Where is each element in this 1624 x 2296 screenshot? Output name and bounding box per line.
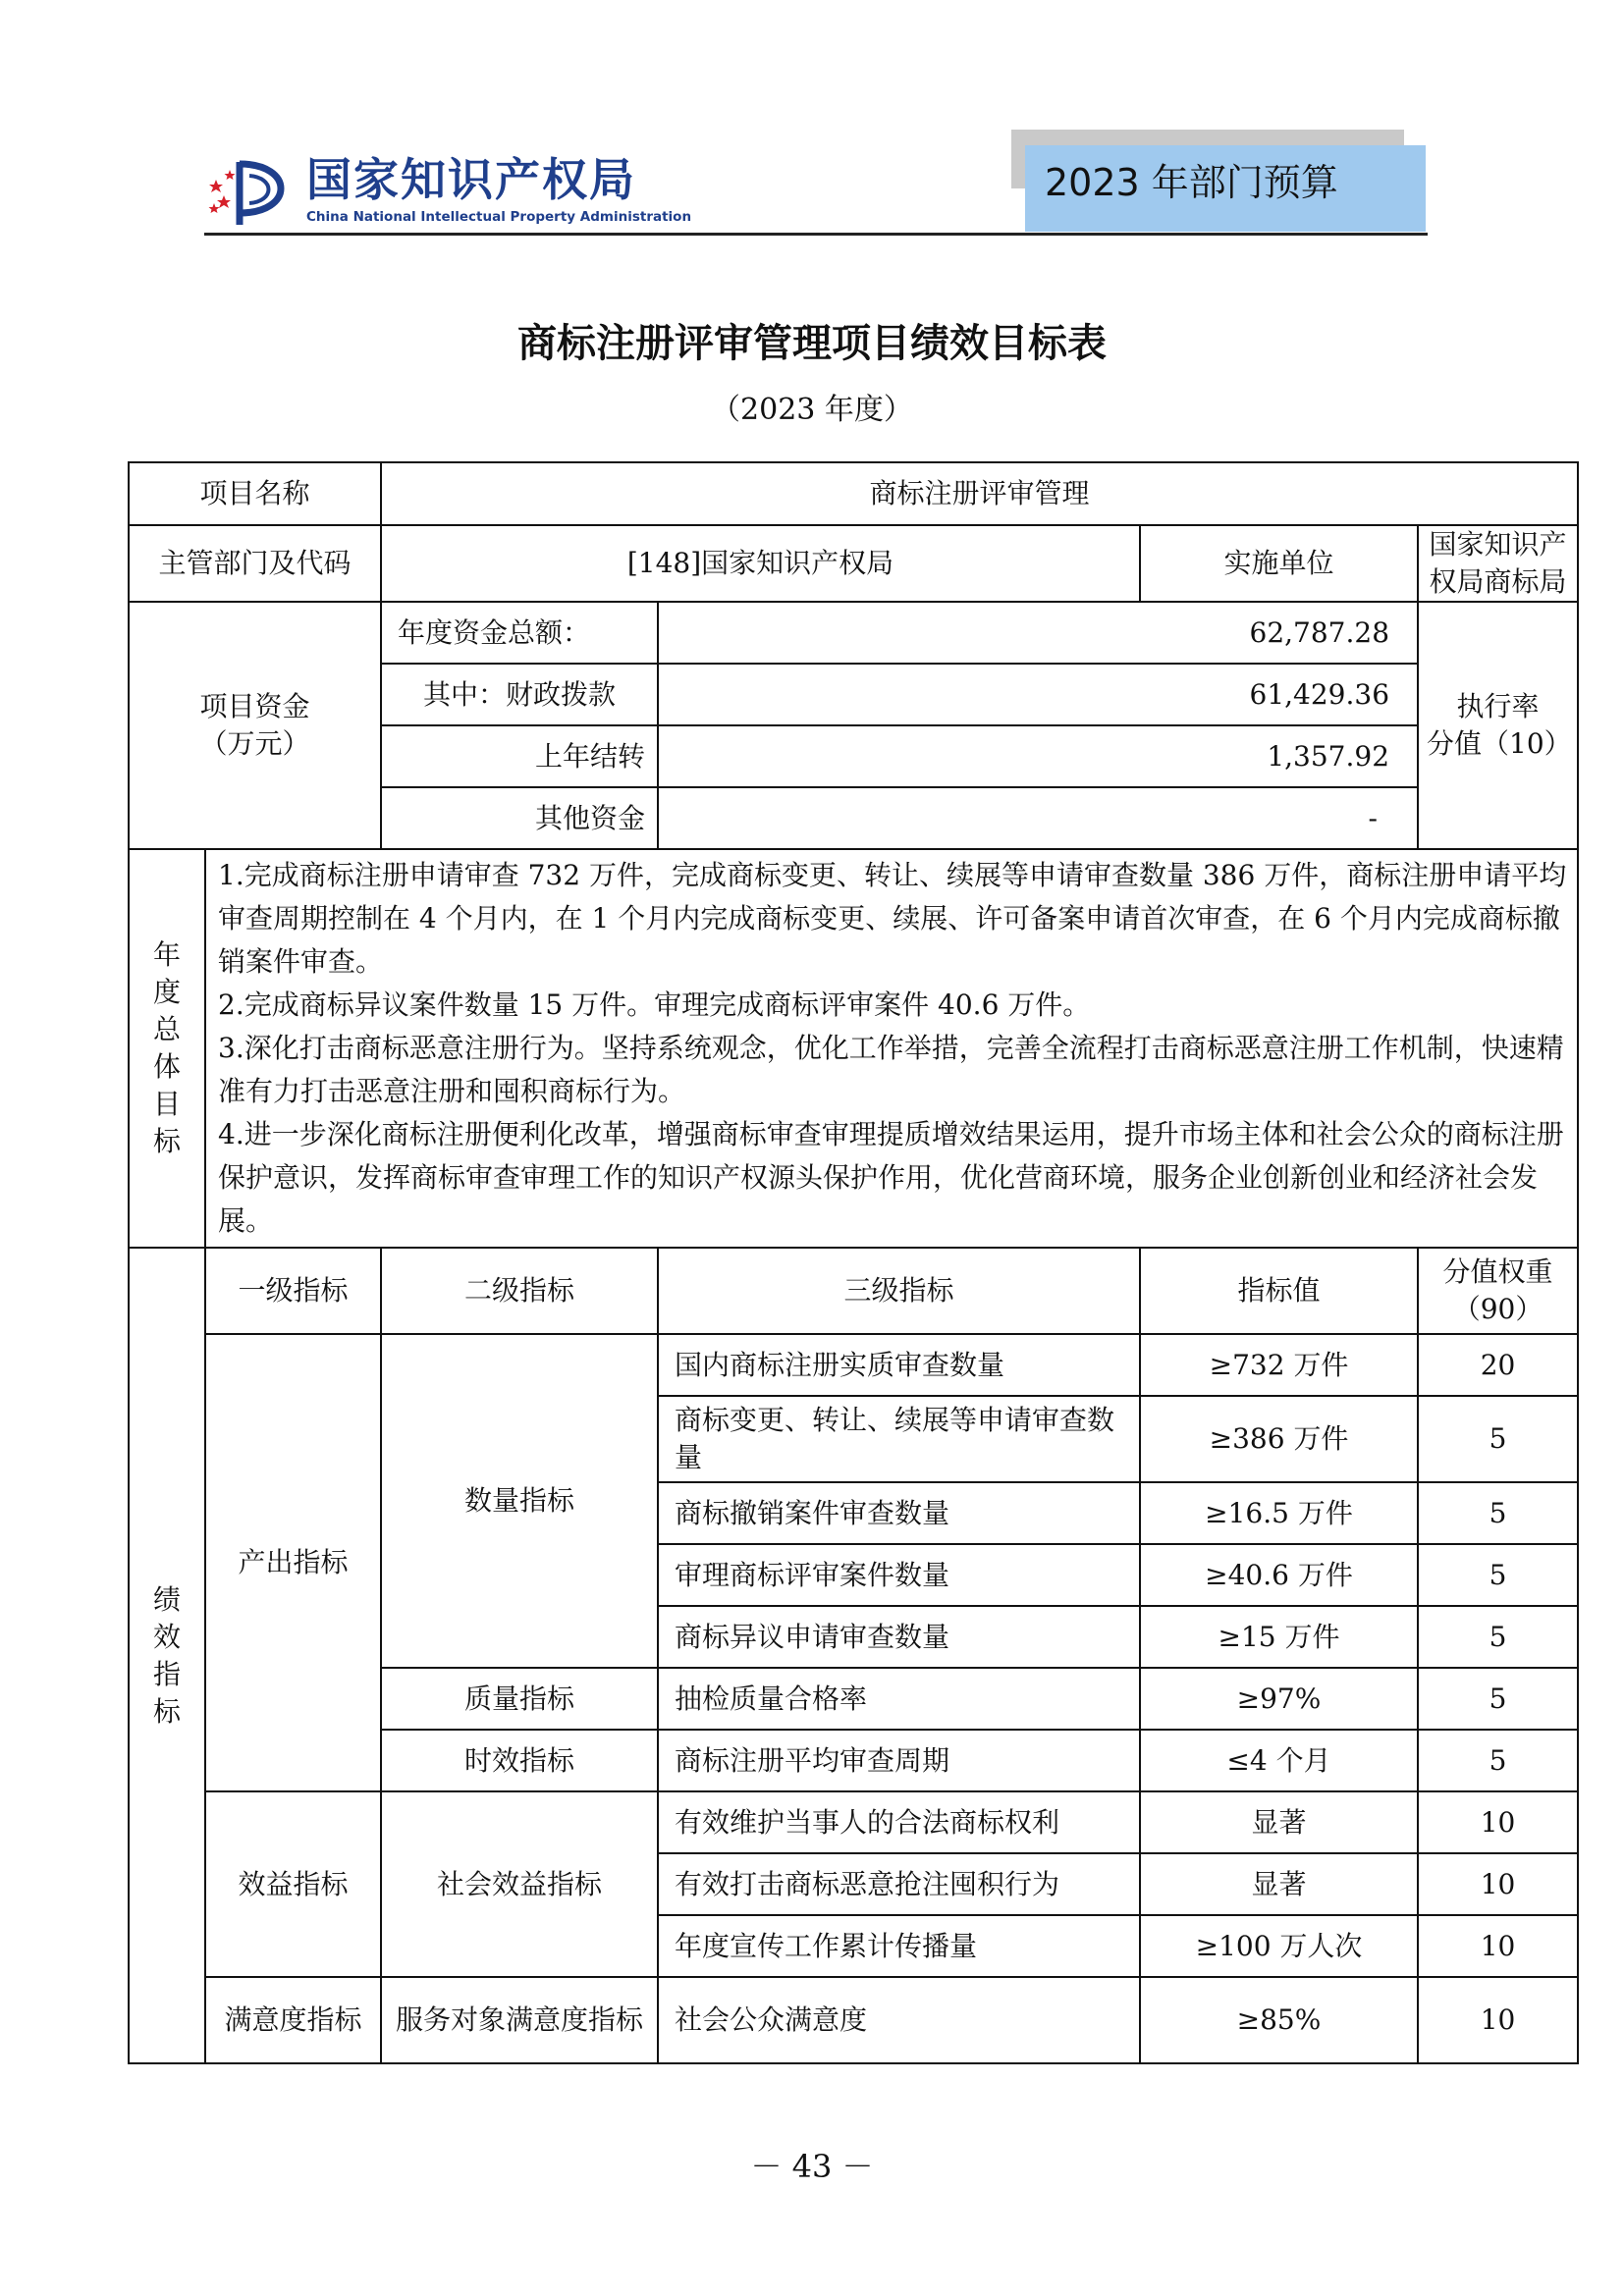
- indicator-weight: 5: [1418, 1668, 1578, 1730]
- impl-label: 实施单位: [1140, 525, 1418, 602]
- indicator-name: 审理商标评审案件数量: [658, 1544, 1140, 1606]
- indicator-weight: 10: [1418, 1853, 1578, 1915]
- group-benefit: 效益指标: [205, 1791, 381, 1977]
- indicator-name: 商标撤销案件审查数量: [658, 1482, 1140, 1544]
- performance-target-table: [128, 461, 1579, 2064]
- indicator-value: ≥15 万件: [1140, 1606, 1418, 1668]
- indicator-value: ≥40.6 万件: [1140, 1544, 1418, 1606]
- indicator-name: 有效打击商标恶意抢注囤积行为: [658, 1853, 1140, 1915]
- funds-item-value: -: [658, 787, 1418, 849]
- funds-item-value: 61,429.36: [658, 664, 1418, 725]
- goal-item: 4.进一步深化商标注册便利化改革，增强商标审查审理提质增效结果运用，提升市场主体和社会公众的商标注册保护意识，发挥商标审查审理工作的知识产权源头保护作用，优化营商环境，服务企业创新创业和经济社会发展。: [218, 1118, 1564, 1237]
- indicator-weight: 5: [1418, 1730, 1578, 1791]
- group-social-benefit: 社会效益指标: [381, 1791, 658, 1977]
- indicator-weight: 20: [1418, 1334, 1578, 1396]
- group-output: 产出指标: [205, 1334, 381, 1791]
- exec-rate-line2: 分值（10）: [1427, 727, 1572, 760]
- indicator-weight: 10: [1418, 1791, 1578, 1853]
- indicator-value: ≥100 万人次: [1140, 1915, 1418, 1977]
- funds-item-label: 年度资金总额：: [381, 602, 658, 664]
- header-level1: 一级指标: [205, 1248, 381, 1334]
- dept-label: 主管部门及代码: [129, 525, 381, 602]
- indicator-value: ≥97%: [1140, 1668, 1418, 1730]
- annual-goals: [205, 849, 1578, 1248]
- indicator-value: 显著: [1140, 1791, 1418, 1853]
- indicator-weight: 5: [1418, 1396, 1578, 1482]
- indicator-name: 社会公众满意度: [658, 1977, 1140, 2063]
- page-number: － 43 －: [750, 2148, 874, 2185]
- indicator-name: 国内商标注册实质审查数量: [658, 1334, 1140, 1396]
- header-level3: 三级指标: [658, 1248, 1140, 1334]
- indicator-name: 商标注册平均审查周期: [658, 1730, 1140, 1791]
- indicator-value: ≥85%: [1140, 1977, 1418, 2063]
- indicator-weight: 10: [1418, 1915, 1578, 1977]
- goal-item: 3.深化打击商标恶意注册行为。坚持系统观念，优化工作举措，完善全流程打击商标恶意注册工作机制，快速精准有力打击恶意注册和囤积商标行为。: [218, 1032, 1564, 1107]
- exec-rate-line1: 执行率: [1456, 690, 1540, 722]
- goal-item: 2.完成商标异议案件数量 15 万件。审理完成商标评审案件 40.6 万件。: [218, 988, 1091, 1021]
- indicator-name: 有效维护当事人的合法商标权利: [658, 1791, 1140, 1853]
- document-subtitle: （2023 年度）: [711, 393, 913, 427]
- project-name-label: 项目名称: [129, 462, 381, 525]
- funds-item-value: 62,787.28: [658, 602, 1418, 664]
- indicator-weight: 5: [1418, 1544, 1578, 1606]
- funds-label: [129, 602, 381, 849]
- document-title: 商标注册评审管理项目绩效目标表: [517, 321, 1107, 366]
- indicator-weight: 5: [1418, 1482, 1578, 1544]
- perf-indicator-label: 绩 效 指 标: [129, 1248, 205, 2063]
- budget-badge-text: 2023 年部门预算: [1045, 161, 1338, 204]
- dept-value: [148]国家知识产权局: [381, 525, 1140, 602]
- exec-rate-cell: [1418, 602, 1578, 849]
- header-value: 指标值: [1140, 1248, 1418, 1334]
- indicator-name: 商标异议申请审查数量: [658, 1606, 1140, 1668]
- group-quantity: 数量指标: [381, 1334, 658, 1668]
- header-divider: [204, 233, 1428, 236]
- group-service-satisfaction: 服务对象满意度指标: [381, 1977, 658, 2063]
- indicator-name: 年度宣传工作累计传播量: [658, 1915, 1140, 1977]
- funds-item-label: 上年结转: [381, 725, 658, 787]
- header-weight: 分值权重 （90）: [1418, 1248, 1578, 1334]
- org-name-en: China National Intellectual Property Administration: [306, 209, 692, 225]
- funds-item-label: 其中：财政拨款: [381, 664, 658, 725]
- header-level2: 二级指标: [381, 1248, 658, 1334]
- funds-item-value: 1,357.92: [658, 725, 1418, 787]
- funds-item-label: 其他资金: [381, 787, 658, 849]
- goal-item: 1.完成商标注册申请审查 732 万件，完成商标变更、转让、续展等申请审查数量 386 万件，商标注册申请平均审查周期控制在 4 个月内，在 1 个月内完成商标变更、续展、许可备案申请首次审查，在 6 个月内完成商标撤销案件审查。: [218, 859, 1567, 978]
- indicator-name: 商标变更、转让、续展等申请审查数量: [658, 1396, 1140, 1482]
- group-timeliness: 时效指标: [381, 1730, 658, 1791]
- indicator-weight: 5: [1418, 1606, 1578, 1668]
- indicator-value: ≥732 万件: [1140, 1334, 1418, 1396]
- indicator-value: ≥16.5 万件: [1140, 1482, 1418, 1544]
- indicator-name: 抽检质量合格率: [658, 1668, 1140, 1730]
- group-quality: 质量指标: [381, 1668, 658, 1730]
- indicator-value: ≥386 万件: [1140, 1396, 1418, 1482]
- indicator-value: ≤4 个月: [1140, 1730, 1418, 1791]
- cnipa-emblem-icon: [204, 152, 302, 231]
- funds-label-line1: 项目资金: [199, 690, 310, 722]
- annual-goal-label: 年 度 总 体 目 标: [129, 849, 205, 1248]
- group-satisfaction: 满意度指标: [205, 1977, 381, 2063]
- cnipa-logo: [204, 152, 692, 231]
- funds-label-line2: （万元）: [199, 727, 310, 760]
- indicator-value: 显著: [1140, 1853, 1418, 1915]
- indicator-weight: 10: [1418, 1977, 1578, 2063]
- project-name-value: 商标注册评审管理: [381, 462, 1578, 525]
- org-name-cn: 国家知识产权局: [306, 153, 636, 206]
- impl-value: 国家知识产权局商标局: [1418, 525, 1578, 602]
